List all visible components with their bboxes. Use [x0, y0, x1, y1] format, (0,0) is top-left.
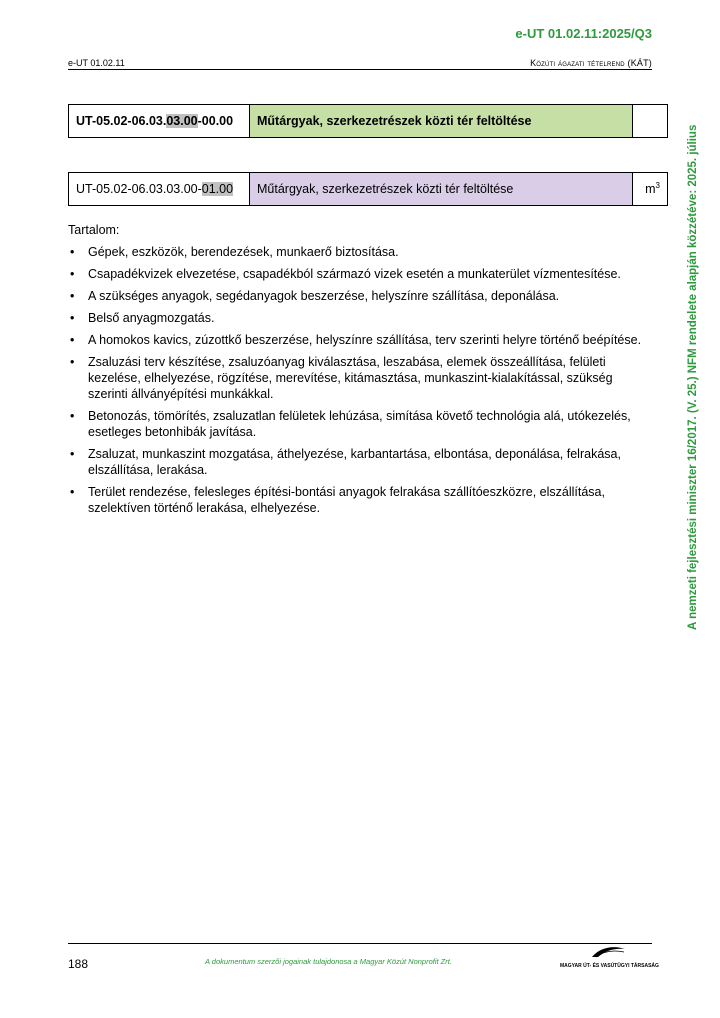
- list-item: [68, 446, 653, 478]
- list-item: [68, 310, 653, 326]
- main-item-code-highlight: 03.00: [166, 114, 198, 128]
- list-item-text: Terület rendezése, felesleges építési-bontási anyagok felrakása szállítóeszközre, elszállítása, szelektíven történő lerakása, elhelyezése.: [88, 485, 605, 515]
- list-item-text: Zsaluzat, munkaszint mozgatása, áthelyezése, karbantartása, elbontása, deponálása, felrakása, elszállítása, lerakása.: [88, 447, 621, 477]
- sub-item-code-prefix: UT-05.02-06.03.03.00-: [76, 182, 202, 196]
- main-item-code: [69, 105, 250, 138]
- bullet-icon: •: [70, 289, 75, 303]
- unit-base: m: [645, 182, 656, 197]
- list-item-text: Zsaluzási terv készítése, zsaluzóanyag kiválasztása, leszabása, elemek összeállítása, felületi kezelése, elhelyezése, rögzítése, merevítése, kitámasztása, munkaszint-kialakítással, szükség szerinti állványépítési munkákkal.: [88, 355, 613, 401]
- page-number: 188: [68, 957, 89, 971]
- list-item: [68, 288, 653, 304]
- list-item-text: Betonozás, tömörítés, zsaluzatlan felületek lehúzása, simítása követő technológia alá, utókezelés, esetleges betonhibák javítása.: [88, 409, 631, 439]
- list-item-text: A szükséges anyagok, segédanyagok beszerzése, helyszínre szállítása, deponálása.: [88, 289, 560, 303]
- bullet-icon: •: [70, 485, 75, 499]
- main-item-table: [68, 104, 668, 138]
- road-swoosh-icon: [590, 945, 626, 959]
- bullet-icon: •: [70, 447, 75, 461]
- list-item: [68, 266, 653, 282]
- logo-text: MAGYAR ÚT- ÉS VASÚTÜGYI TÁRSASÁG: [560, 963, 659, 969]
- footer-divider: [68, 943, 652, 944]
- bullet-icon: •: [70, 245, 75, 259]
- sub-item-unit: [633, 173, 668, 206]
- sub-item-code: [69, 173, 250, 206]
- list-item: [68, 484, 653, 516]
- society-logo: [560, 945, 659, 969]
- document-code: e-UT 01.02.11:2025/Q3: [515, 26, 652, 41]
- list-item: [68, 354, 653, 402]
- header-divider: [68, 69, 652, 70]
- header-left-code: e-UT 01.02.11: [68, 58, 125, 68]
- list-item: [68, 408, 653, 440]
- list-item-text: Gépek, eszközök, berendezések, munkaerő biztosítása.: [88, 245, 399, 259]
- list-item-text: Belső anyagmozgatás.: [88, 311, 215, 325]
- list-item: [68, 332, 653, 348]
- content-label: Tartalom:: [68, 223, 120, 237]
- unit-exponent: 3: [655, 181, 660, 191]
- content-list: [68, 244, 653, 516]
- sub-item-table: [68, 172, 668, 206]
- list-item: [68, 244, 653, 260]
- footer-copyright: A dokumentum szerzői jogainak tulajdonosa a Magyar Közút Nonprofit Zrt.: [205, 957, 452, 966]
- sub-item-title: Műtárgyak, szerkezetrészek közti tér feltöltése: [250, 173, 633, 206]
- main-item-code-prefix: UT-05.02-06.03.: [76, 114, 167, 128]
- content-section: [68, 222, 653, 522]
- main-item-code-suffix: -00.00: [197, 114, 234, 128]
- bullet-icon: •: [70, 311, 75, 325]
- bullet-icon: •: [70, 355, 75, 369]
- side-publication-note: A nemzeti fejlesztési miniszter 16/2017. (V. 25.) NFM rendelete alapján közzétéve: 2025. július: [687, 124, 699, 630]
- header-right-title: Közúti ágazati tételrend (KÁT): [530, 58, 652, 68]
- main-item-unit: [633, 105, 668, 138]
- bullet-icon: •: [70, 333, 75, 347]
- bullet-icon: •: [70, 267, 75, 281]
- sub-item-code-highlight: 01.00: [201, 182, 234, 196]
- list-item-text: A homokos kavics, zúzottkő beszerzése, helyszínre szállítása, terv szerinti helyre történő beépítése.: [88, 333, 642, 347]
- main-item-title: Műtárgyak, szerkezetrészek közti tér feltöltése: [250, 105, 633, 138]
- list-item-text: Csapadékvizek elvezetése, csapadékból származó vizek esetén a munkaterület vízmentesítése.: [88, 267, 621, 281]
- bullet-icon: •: [70, 409, 75, 423]
